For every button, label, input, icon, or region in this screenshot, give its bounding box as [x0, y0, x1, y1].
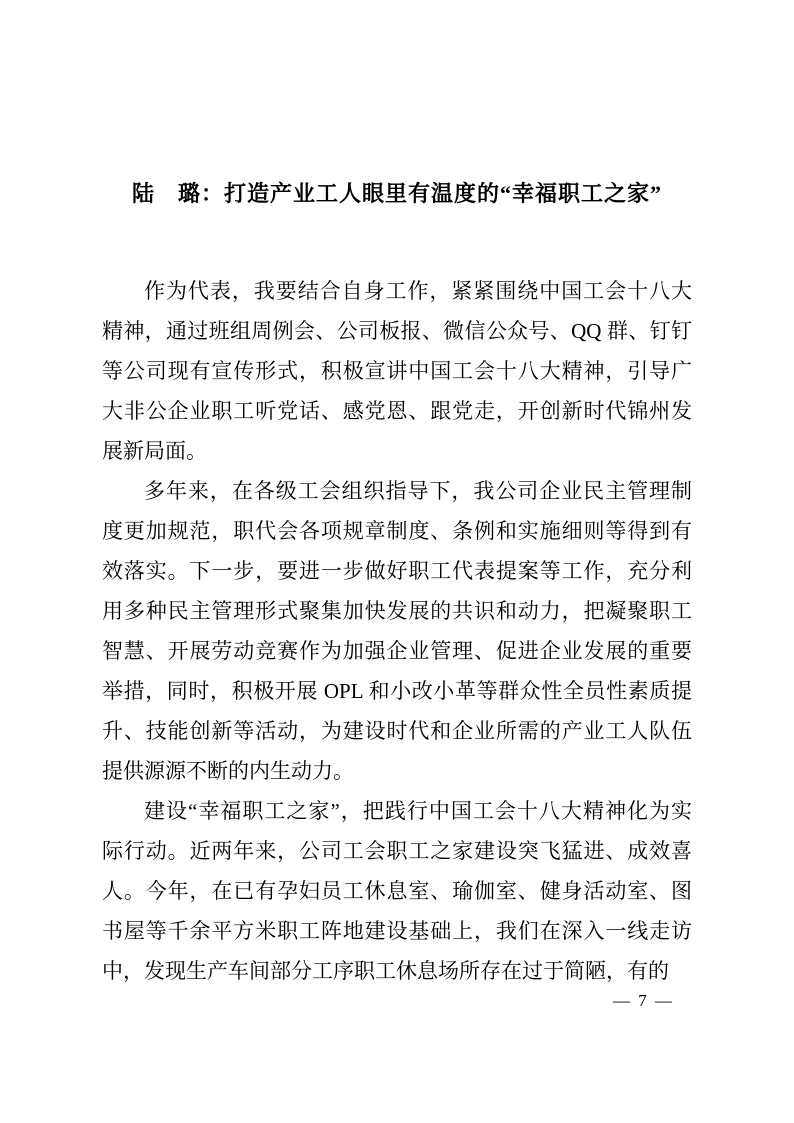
text-line: 举措，同时，积极开展 OPL 和小改小革等群众性全员性素质提	[102, 679, 692, 703]
text-line: 展新局面。	[102, 439, 207, 463]
text-line: 大非公企业职工听党话、感党恩、跟党走，开创新时代锦州发	[102, 399, 692, 423]
document-body	[102, 271, 692, 991]
text-line: 智慧、开展劳动竞赛作为加强企业管理、促进企业发展的重要	[102, 639, 692, 663]
text-line: 中，发现生产车间部分工序职工休息场所存在过于简陋，有的	[102, 959, 669, 983]
text-line: 多年来，在各级工会组织指导下，我公司企业民主管理制	[144, 479, 692, 503]
text-line: 建设“幸福职工之家”，把践行中国工会十八大精神化为实	[144, 799, 692, 823]
text-line: 人。今年，在已有孕妇员工休息室、瑜伽室、健身活动室、图	[102, 879, 692, 903]
paragraph	[102, 271, 692, 471]
paragraph	[102, 791, 692, 991]
text-line: 升、技能创新等活动，为建设时代和企业所需的产业工人队伍	[102, 719, 692, 743]
text-line: 效落实。下一步，要进一步做好职工代表提案等工作，充分利	[102, 559, 692, 583]
text-line: 等公司现有宣传形式，积极宣讲中国工会十八大精神，引导广	[102, 359, 692, 383]
text-line: 书屋等千余平方米职工阵地建设基础上，我们在深入一线走访	[102, 919, 692, 943]
text-line: 作为代表，我要结合自身工作，紧紧围绕中国工会十八大	[144, 279, 692, 303]
text-line: 提供源源不断的内生动力。	[102, 759, 354, 783]
text-line: 精神，通过班组周例会、公司板报、微信公众号、QQ 群、钉钉	[102, 319, 692, 343]
text-line: 度更加规范，职代会各项规章制度、条例和实施细则等得到有	[102, 519, 692, 543]
paragraph	[102, 471, 692, 791]
text-line: 用多种民主管理形式聚集加快发展的共识和动力，把凝聚职工	[102, 599, 692, 623]
document-title: 陆 璐：打造产业工人眼里有温度的“幸福职工之家”	[131, 181, 662, 206]
page-number: — 7 —	[613, 991, 674, 1010]
text-line: 际行动。近两年来，公司工会职工之家建设突飞猛进、成效喜	[102, 839, 692, 863]
